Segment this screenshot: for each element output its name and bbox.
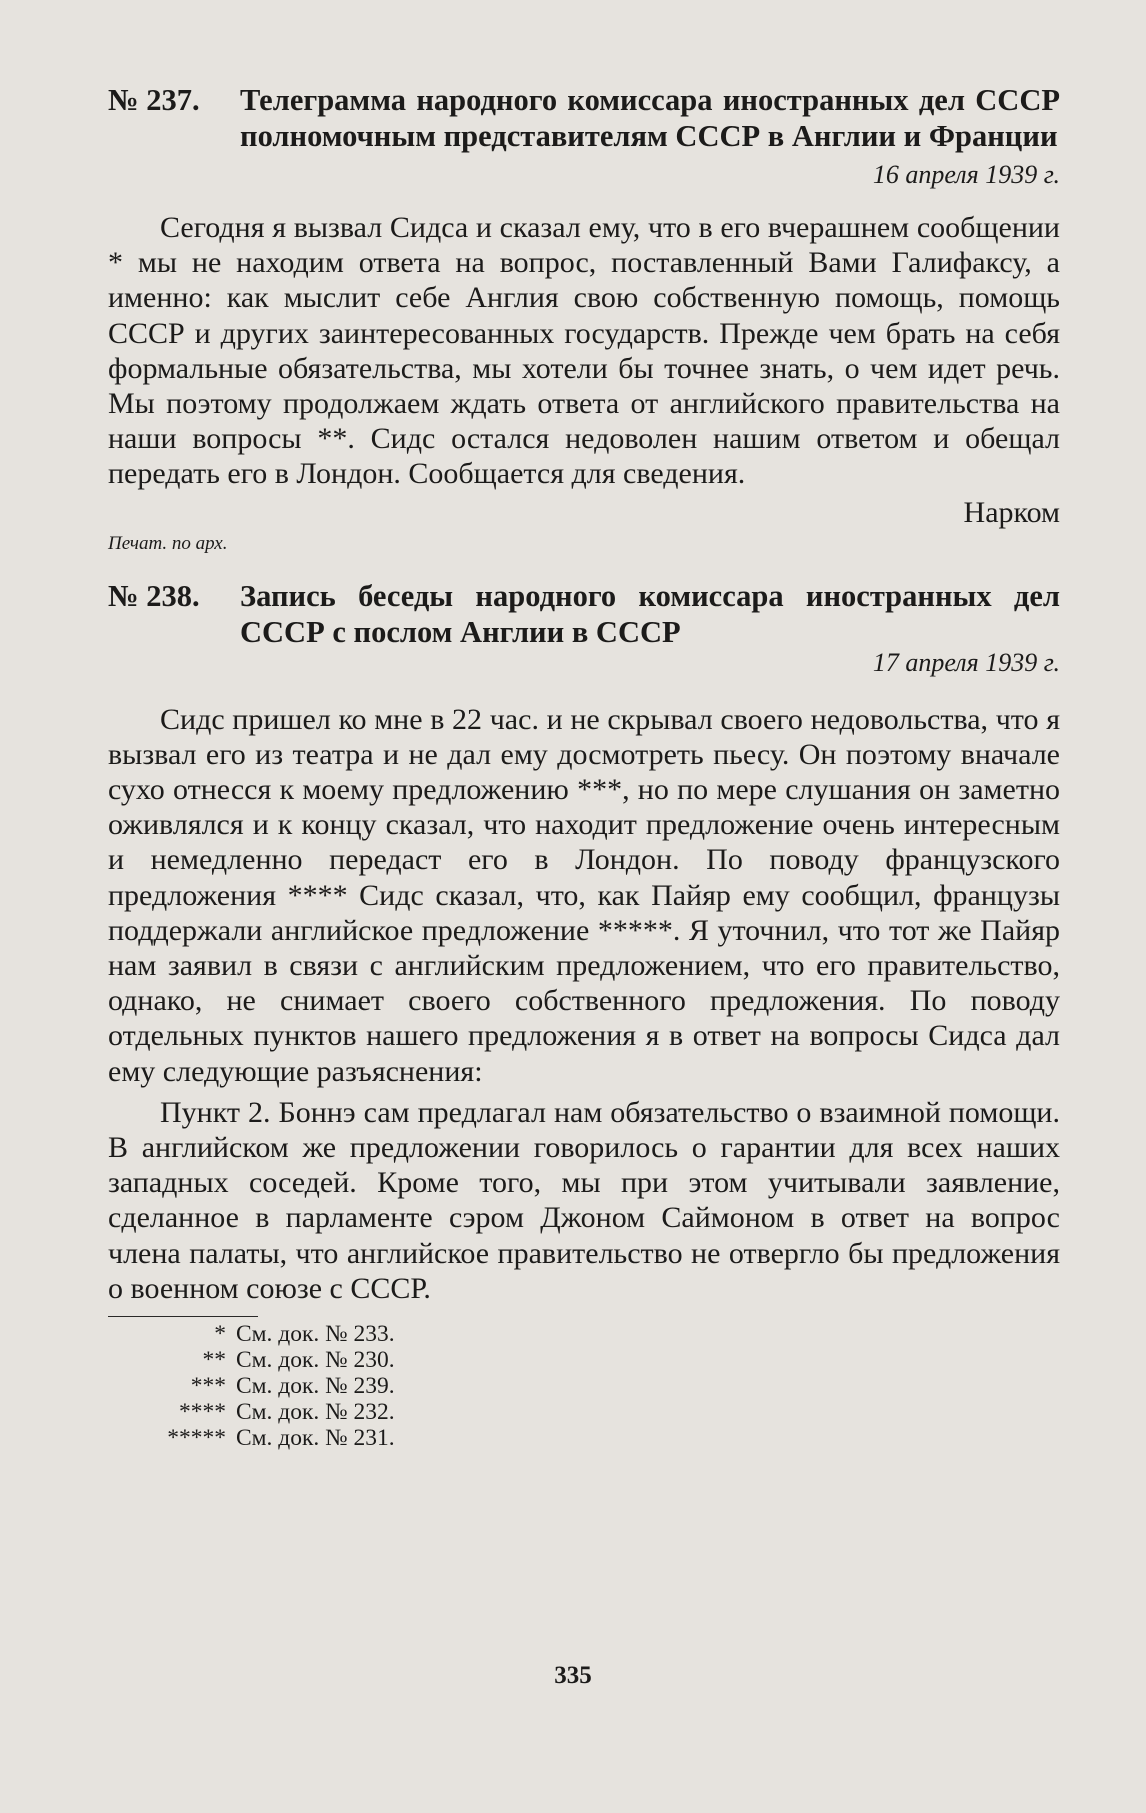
document-238 bbox=[108, 578, 1060, 1306]
footnote-text: См. док. № 232. bbox=[236, 1399, 395, 1426]
footnote bbox=[108, 1321, 1060, 1347]
footnote-text: См. док. № 233. bbox=[236, 1321, 395, 1348]
footnote-mark: *** bbox=[190, 1373, 226, 1400]
signature: Нарком bbox=[963, 495, 1060, 529]
document-title bbox=[108, 82, 1060, 154]
footnote bbox=[108, 1425, 1060, 1451]
document-title-text: Запись беседы народного комиссара иностранных дел СССР с послом Англии в СССР bbox=[240, 578, 1060, 649]
footnote-mark: * bbox=[214, 1321, 226, 1348]
footnote bbox=[108, 1399, 1060, 1425]
document-paragraph: Пункт 2. Боннэ сам предлагал нам обязательство о взаимной помощи. В английском же предложении говорилось о гарантии для всех наших западных соседей. Кроме того, мы при этом учитывали заявление, сделанное в парламенте сэром Джоном Саймоном в ответ на вопрос члена палаты, что английское правительство не отвергло бы предложения о военном союзе с СССР. bbox=[108, 1095, 1060, 1305]
footnote-text: См. док. № 231. bbox=[236, 1425, 395, 1452]
document-date: 16 апреля 1939 г. bbox=[872, 160, 1060, 189]
document-title bbox=[108, 578, 1060, 650]
document-body: Сегодня я вызвал Сидса и сказал ему, что в его вчерашнем сообщении * мы не находим ответа на вопрос, поставленный Вами Галифаксу, а именно: как мыслит себе Англия свою собственную помощь, помощь СССР и других заинтересованных государств. Прежде чем брать на себя формальные обязательства, мы хотели бы точнее знать, о чем идет речь. Мы поэтому продолжаем ждать ответа от английского правительства на наши вопросы **. Сидс остался недоволен нашим ответом и обещал передать его в Лондон. Сообщается для сведения. bbox=[108, 211, 1060, 491]
footnotes bbox=[108, 1321, 1060, 1451]
document-number: № 237. bbox=[108, 83, 200, 117]
document-date: 17 апреля 1939 г. bbox=[872, 647, 1060, 677]
footnote bbox=[108, 1373, 1060, 1399]
page-number: 335 bbox=[554, 1662, 592, 1689]
footnote-mark: **** bbox=[179, 1399, 226, 1426]
footnote-divider bbox=[108, 1316, 258, 1317]
document-paragraph: Сидс пришел ко мне в 22 час. и не скрывал своего недовольства, что я вызвал его из театра и не дал ему досмотреть пьесу. Он поэтому вначале сухо отнесся к моему предложению ***, но по мере слушания он заметно оживлялся и к концу сказал, что находит предложение очень интересным и немедленно передаст его в Лондон. По поводу французского предложения **** Сидс сказал, что, как Пайяр ему сообщил, французы поддержали английское предложение *****. Я уточнил, что тот же Пайяр нам заявил в связи с английским предложением, что его правительство, однако, не снимает своего собственного предложения. По поводу отдельных пунктов нашего предложения я в ответ на вопросы Сидса дал ему следующие разъяснения: bbox=[108, 702, 1060, 1088]
footnote-text: См. док. № 230. bbox=[236, 1347, 395, 1374]
footnote-text: См. док. № 239. bbox=[236, 1373, 395, 1400]
footnote-mark: ** bbox=[202, 1347, 226, 1374]
footnote-mark: ***** bbox=[167, 1425, 226, 1452]
page-content bbox=[108, 82, 1060, 1451]
source-note: Печат. по арх. bbox=[108, 532, 228, 554]
document-title-text: Телеграмма народного комиссара иностранных дел СССР полномочным представителям СССР в Англии и Франции bbox=[240, 83, 1060, 153]
document-number: № 238. bbox=[108, 578, 200, 613]
footnote bbox=[108, 1347, 1060, 1373]
document-237 bbox=[108, 82, 1060, 556]
